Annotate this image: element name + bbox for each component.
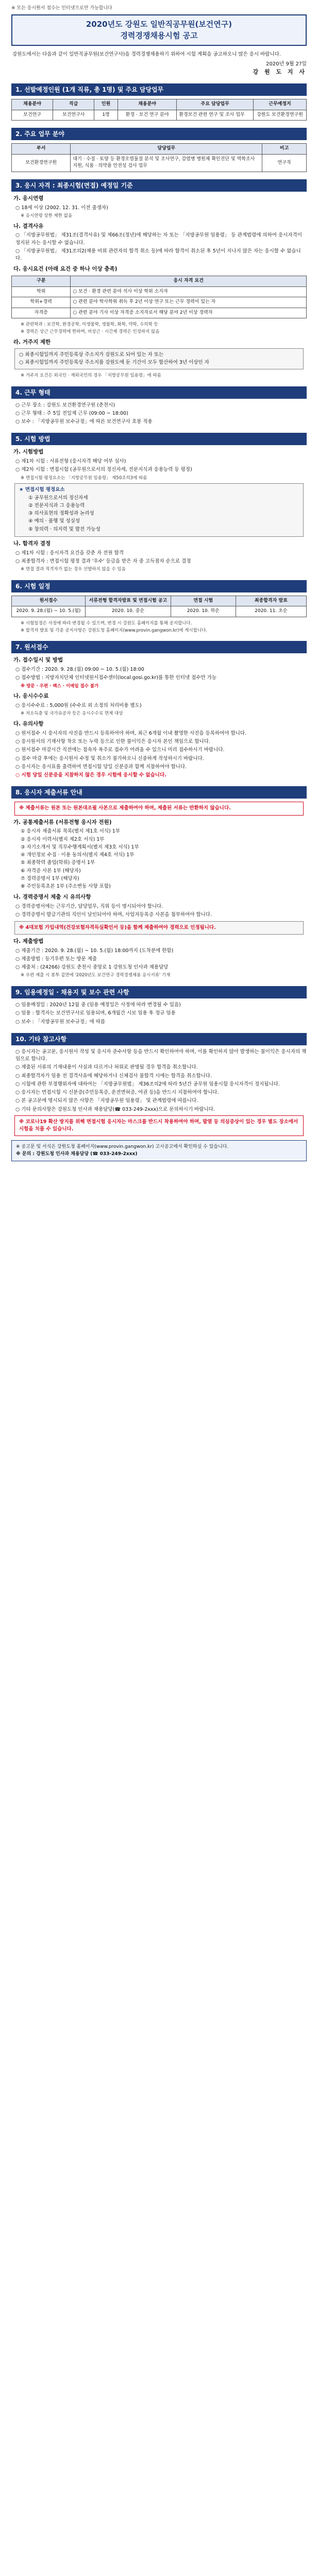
cell: 1명 xyxy=(94,110,118,121)
top-note: ※ 모든 응시원서 접수는 인터넷으로만 가능합니다 xyxy=(11,6,112,11)
doc-warning-text: ※ 제출서류는 원본 또는 원본대조필 사본으로 제출하여야 하며, 제출된 서류는 반환하지 않습니다. xyxy=(19,805,231,811)
residence-1: ○ 최종시험일까지 주민등록상 주소지가 강원도로 되어 있는 자 또는 xyxy=(19,352,164,358)
requirements-table xyxy=(11,276,307,318)
pass-1: ○ 제1차 시험 : 응시자격 요건을 갖춘 자 전원 합격 xyxy=(15,550,124,556)
section-10-title: 10. 기타 참고사항 xyxy=(11,1033,307,1045)
section-3-title: 3. 응시 자격 : 최종시험(면접) 예정일 기준 xyxy=(11,179,307,192)
sub-title-apply: 가. 접수일시 및 방법 xyxy=(13,657,63,664)
sub-title-submit: 다. 제출방법 xyxy=(13,938,44,944)
recruit-table xyxy=(11,99,307,121)
interview-element: ④ 예의 · 품행 및 성실성 xyxy=(28,518,80,524)
table-row xyxy=(12,297,307,308)
table-header-row xyxy=(12,276,307,287)
footer-line-2: ※ 문의 : 강원도청 인사과 채용담당 (☎ 033-249-2xxx) xyxy=(16,1151,138,1157)
submit-period: ○ 제출기간 : 2020. 9. 28.(월) ~ 10. 5.(월) 18:00까지 (도착분에 한함) xyxy=(15,947,174,954)
work-pay: ○ 보수 : 「지방공무원 보수규정」에 따른 보건연구사 호봉 적용 xyxy=(15,419,153,425)
table-row xyxy=(12,308,307,318)
section-7-title: 7. 원서접수 xyxy=(11,641,307,653)
etc-item: ○ 기타 문의사항은 강원도청 인사과 채용담당(☎ 033-249-2xxx)으로 문의하시기 바랍니다. xyxy=(15,1106,215,1112)
cell: 2020. 11. 초순 xyxy=(236,606,306,617)
doc-item: ① 응시자 제출서류 목록(별지 제1호 서식) 1부 xyxy=(21,828,120,835)
table-header-row xyxy=(12,144,307,155)
work-type: ○ 근무 형태 : 주 5일 전일제 근무 (09:00 ~ 18:00) xyxy=(15,410,128,416)
table-row xyxy=(12,606,307,617)
caution-item: ○ 원서접수 시 응시자의 사진을 반드시 등록하여야 하며, 최근 6개월 이내 촬영한 사진을 등록하여야 합니다. xyxy=(15,730,247,736)
cell: 2020. 10. 하순 xyxy=(171,606,236,617)
cell: 강원도 보건환경연구원 xyxy=(254,110,307,121)
caution-item: ○ 응시자는 응시표를 출력하여 면접시험 당일 신분증과 함께 지참하여야 합니다. xyxy=(15,764,187,770)
career-warning-text: ※ 4대보험 가입내역(건강보험자격득실확인서 등)을 함께 제출하여야 경력으로 인정됩니다. xyxy=(19,924,216,930)
cell: ○ 보건 · 환경 관련 분야 석사 이상 학위 소지자 xyxy=(71,286,307,297)
career-warning-box xyxy=(14,921,304,935)
doc-item: ⑦ 경력증명서 1부 (해당자) xyxy=(21,875,79,882)
cell: 보건연구 xyxy=(12,110,53,121)
interview-elements-title: ★ 면접시험 평정요소 xyxy=(19,487,65,493)
appoint-pay: ○ 보수 : 「지방공무원 보수규정」에 따름 xyxy=(15,1019,106,1025)
notice-page xyxy=(0,0,318,1172)
th-place: 근무예정지 xyxy=(254,99,307,110)
th-rank: 직급 xyxy=(53,99,94,110)
schedule-note-1: ※ 시험일정은 사정에 따라 변경될 수 있으며, 변경 시 강원도 홈페이지를 통해 공지합니다. xyxy=(21,620,192,626)
interview-element: ② 전문지식과 그 응용능력 xyxy=(28,502,85,509)
work-place: ○ 근무 장소 : 강원도 보건환경연구원 (춘천시) xyxy=(15,402,115,408)
caution-item: ○ 응시원서의 기재사항 착오 또는 누락 등으로 인한 불이익은 응시자 본인 책임으로 합니다. xyxy=(15,739,210,744)
covid-warning-box xyxy=(14,1115,304,1137)
submit-address: ○ 제출처 : (24266) 강원도 춘천시 중앙로 1 강원도청 인사과 채용담당 xyxy=(15,964,169,970)
method-2: ○ 제2차 시험 : 면접시험 (공무원으로서의 정신자세, 전문지식과 응용능력 등 평정) xyxy=(15,467,192,473)
cell: 연구직 xyxy=(262,154,307,172)
sub-title-residence: 라. 거주지 제한 xyxy=(13,338,51,345)
section-5-title: 5. 시험 방법 xyxy=(11,433,307,445)
req-note-1: ※ 관련학과 : 보건학, 환경공학, 미생물학, 생물학, 화학, 약학, 수의학 등 xyxy=(21,322,158,327)
title-box xyxy=(11,14,307,46)
footer-line-1: ※ 공고문 및 서식은 강원도청 홈페이지(www.provin.gangwon.kr) 고시공고에서 확인하실 수 있습니다. xyxy=(16,1144,229,1150)
th-count: 인원 xyxy=(94,99,118,110)
th-field: 채용분야 xyxy=(12,99,53,110)
cell: 학위+경력 xyxy=(12,297,71,308)
schedule-note-2: ※ 합격자 발표 및 각종 공지사항은 강원도청 홈페이지(www.provin.gangwon.kr)에 게시합니다. xyxy=(21,628,207,633)
doc-item: ③ 자기소개서 및 직무수행계획서(별지 제3호 서식) 1부 xyxy=(21,844,139,850)
career-item: ○ 경력증명서에는 근무기간, 담당업무, 직위 등이 명시되어야 합니다. xyxy=(15,904,163,909)
interview-element: ① 공무원으로서의 정신자세 xyxy=(28,495,88,501)
th-doc-result: 서류전형 합격자발표 및 면접시험 공고 xyxy=(86,596,171,606)
table-row xyxy=(12,154,307,172)
th-type: 구분 xyxy=(12,276,71,287)
interview-elements-box xyxy=(14,483,304,537)
submit-method: ○ 제출방법 : 등기우편 또는 방문 제출 xyxy=(15,956,97,962)
apply-period: ○ 접수기간 : 2020. 9. 28.(월) 09:00 ~ 10. 5.(월) 18:00 xyxy=(15,667,144,672)
footer-box xyxy=(11,1140,307,1161)
th-duty: 주요 담당업무 xyxy=(177,99,254,110)
pass-2: ○ 최종합격자 : 면접시험 평정 결과 '우수' 등급을 받은 자 중 고득점자 순으로 결정 xyxy=(15,558,191,564)
sub-title-requirements: 다. 응시요건 (아래 요건 중 하나 이상 충족) xyxy=(13,266,118,273)
schedule-table xyxy=(11,596,307,617)
pass-note: ※ 면접 결과 적격자가 없는 경우 선발하지 않을 수 있음 xyxy=(21,567,126,572)
career-item: ○ 경력증명서 발급기관의 직인이 날인되어야 하며, 사업자등록증 사본을 첨부하여야 합니다. xyxy=(15,912,212,918)
doc-item: ⑥ 자격증 사본 1부 (해당자) xyxy=(21,868,81,874)
cell: 대기 · 수질 · 토양 등 환경오염물질 분석 및 조사연구, 감염병 병원체 확인진단 및 역학조사 지원, 식품 · 의약품 안전성 검사 업무 xyxy=(71,154,262,172)
cell: 환경보건 관련 연구 및 조사 업무 xyxy=(177,110,254,121)
th-apply: 원서접수 xyxy=(12,596,86,606)
th-dept: 부서 xyxy=(12,144,71,155)
interview-element: ③ 의사표현의 정확성과 논리성 xyxy=(28,511,94,516)
cell: 환경 · 보건 연구 분야 xyxy=(118,110,176,121)
etc-item: ○ 제출된 서류의 기재내용이 사실과 다르거나 허위로 판명될 경우 합격을 취소합니다. xyxy=(15,1064,198,1071)
th-requirement: 응시 자격 요건 xyxy=(71,276,307,287)
table-header-row xyxy=(12,99,307,110)
intro-text: 강원도에서는 다음과 같이 일반직공무원(보건연구사)을 경력경쟁채용하기 위하여 시험 계획을 공고하오니 많은 응시 바랍니다. xyxy=(12,51,281,57)
th-interview: 면접 시험 xyxy=(171,596,236,606)
sub-title-pass: 나. 합격자 결정 xyxy=(13,540,51,547)
section-9-title: 9. 임용예정일 · 채용지 및 보수 관련 사항 xyxy=(11,986,307,998)
caution-item: ○ 원서접수 마감시간 직전에는 접속자 폭주로 접수가 어려울 수 있으니 미리 접수하시기 바랍니다. xyxy=(15,747,225,753)
th-final: 최종합격자 발표 xyxy=(236,596,306,606)
doc-warning-box xyxy=(14,802,304,815)
age-text: ○ 18세 이상 (2002. 12. 31. 이전 출생자) xyxy=(15,205,108,211)
section-2-title: 2. 주요 업무 분야 xyxy=(11,128,307,140)
section-4-title: 4. 근무 형태 xyxy=(11,386,307,399)
sub-title-common-docs: 가. 공통제출서류 (서류전형 응시자 전원) xyxy=(13,819,112,825)
etc-item: ○ 시험에 관한 부정행위자에 대하여는 「지방공무원법」 제36조의2에 따라 5년간 공무원 임용시험 응시자격이 정지됩니다. xyxy=(15,1081,280,1087)
residence-2: ○ 최종시험일까지 주민등록상 주소지를 강원도에 둔 기간이 모두 합산하여 3년 이상인 자 xyxy=(19,359,209,365)
sub-title-method: 가. 시험방법 xyxy=(13,449,44,455)
sub-title-fee: 나. 응시수수료 xyxy=(13,693,49,700)
fee-note: ※ 저소득층 및 국가유공자 등은 응시수수료 면제 대상 xyxy=(21,711,123,717)
disqualify-2: ○ 「지방공무원법」 제31조의2(채용 비위 관련자의 합격 취소 등)에 따라 합격이 취소된 후 5년이 지나지 않은 자는 응시할 수 없습니다. xyxy=(15,248,301,261)
notice-date: 2020년 9월 2?일 xyxy=(266,61,307,67)
residence-note: ※ 거주지 요건은 외국인 · 재외국민의 경우 「지방공무원 임용령」에 따름 xyxy=(21,372,161,378)
title-line-2: 경력경쟁채용시험 공고 xyxy=(120,31,198,40)
table-row xyxy=(12,110,307,121)
doc-item: ② 응시자 이력서(별지 제2호 서식) 1부 xyxy=(21,836,105,842)
cell: 2020. 9. 28.(월) ~ 10. 5.(월) xyxy=(12,606,86,617)
cell: 학위 xyxy=(12,286,71,297)
req-note-2: ※ 경력은 상근 근무경력에 한하며, 비상근 · 시간제 경력은 인정하지 않음 xyxy=(21,329,160,334)
doc-item: ⑤ 최종학력 졸업(학위) 증명서 1부 xyxy=(21,860,95,866)
doc-item: ④ 개인정보 수집 · 이용 동의서(별지 제4호 서식) 1부 xyxy=(21,852,135,858)
section-8-title: 8. 응시자 제출서류 안내 xyxy=(11,786,307,799)
section-1-title: 1. 선발예정인원 (1개 직류, 총 1명) 및 주요 담당업무 xyxy=(11,83,307,96)
method-note: ※ 면접시험 평정요소는 「지방공무원 임용령」 제50조의3에 따름 xyxy=(21,475,147,481)
appoint-type: ○ 임용 : 합격자는 보건연구사로 임용되며, 6개월간 시보 임용 후 정규 임용 xyxy=(15,1010,176,1016)
cell: ○ 관련 분야 학사학위 취득 후 2년 이상 연구 또는 근무 경력이 있는 자 xyxy=(71,297,307,308)
etc-item: ○ 응시자는 공고문, 응시원서 작성 및 응시자 준수사항 등을 반드시 확인하여야 하며, 이를 확인하지 않아 발생하는 불이익은 응시자의 책임으로 합니다. xyxy=(15,1048,307,1062)
sub-title-age: 가. 응시연령 xyxy=(13,195,44,201)
doc-item: ⑧ 주민등록초본 1부 (주소변동 사항 포함) xyxy=(21,884,111,889)
caution-item: ○ 시험 당일 신분증을 지참하지 않은 경우 시험에 응시할 수 없습니다. xyxy=(15,772,166,778)
cell: 보건환경연구원 xyxy=(12,154,71,172)
th-area: 채용분야 xyxy=(118,99,176,110)
cell: ○ 관련 분야 기사 이상 자격증 소지자로서 해당 분야 2년 이상 경력자 xyxy=(71,308,307,318)
table-row xyxy=(12,286,307,297)
disqualify-1: ○ 「지방공무원법」 제31조(결격사유) 및 제66조(정년)에 해당하는 자 또는 「지방공무원 임용령」 등 관계법령에 의하여 응시자격이 정지된 자는 응시할 수 없습니다. xyxy=(15,232,302,246)
age-note: ※ 응시연령 상한 제한 없음 xyxy=(21,213,73,218)
etc-item: ○ 응시자는 면접시험 시 신분증(주민등록증, 운전면허증, 여권 등)을 반드시 지참하여야 합니다. xyxy=(15,1090,219,1095)
duty-table xyxy=(11,143,307,172)
etc-item: ○ 최종합격자가 임용 전 결격사유에 해당하거나 신체검사 불합격 시에는 합격을 취소합니다. xyxy=(15,1073,212,1079)
cell: 자격증 xyxy=(12,308,71,318)
sub-title-career-docs: 나. 경력증명서 제출 시 유의사항 xyxy=(13,894,91,901)
sub-title-caution: 다. 유의사항 xyxy=(13,721,44,727)
th-remark: 비고 xyxy=(262,144,307,155)
interview-element: ⑤ 창의력 · 의지력 및 발전 가능성 xyxy=(28,526,101,532)
th-duty: 담당업무 xyxy=(71,144,262,155)
title-line-1: 2020년도 강원도 일반직공무원(보건연구) xyxy=(86,19,232,29)
section-6-title: 6. 시험 일정 xyxy=(11,580,307,592)
etc-item: ○ 본 공고문에 명시되지 않은 사항은 「지방공무원 임용령」 및 관계법령에 따릅니다. xyxy=(15,1098,198,1104)
cell: 보건연구사 xyxy=(53,110,94,121)
method-1: ○ 제1차 시험 : 서류전형 (응시자격 해당 여부 심사) xyxy=(15,459,126,464)
notice-org: 강 원 도 지 사 xyxy=(253,68,307,75)
table-header-row xyxy=(12,596,307,606)
appoint-date: ○ 임용예정일 : 2020년 12월 중 (임용 예정일은 사정에 따라 변경될 수 있음) xyxy=(15,1002,181,1008)
apply-method: ○ 접수방법 : 지방자치단체 인터넷원서접수센터(local.gosi.go.kr)를 통한 인터넷 접수만 가능 xyxy=(15,675,217,681)
sub-title-disqualify: 나. 결격사유 xyxy=(13,223,44,229)
apply-warning: ※ 방문 · 우편 · 팩스 · 이메일 접수 불가 xyxy=(21,683,99,689)
cell: 2020. 10. 중순 xyxy=(86,606,171,617)
fee-text: ○ 응시수수료 : 5,000원 (수수료 외 소정의 처리비용 별도) xyxy=(15,703,142,708)
caution-item: ○ 접수 마감 후에는 응시원서 수정 및 취소가 불가하오니 신중하게 작성하시기 바랍니다. xyxy=(15,755,204,761)
submit-note: ※ 우편 제출 시 봉투 겉면에 '2020년도 보건연구 경력경쟁채용 응시서류' 기재 xyxy=(21,973,171,978)
residence-box xyxy=(14,348,304,369)
covid-warning-text: ※ 코로나19 확산 방지를 위해 면접시험 응시자는 마스크를 반드시 착용하여야 하며, 발열 등 의심증상이 있는 경우 별도 장소에서 시험을 치를 수 있습니다. xyxy=(19,1118,298,1132)
